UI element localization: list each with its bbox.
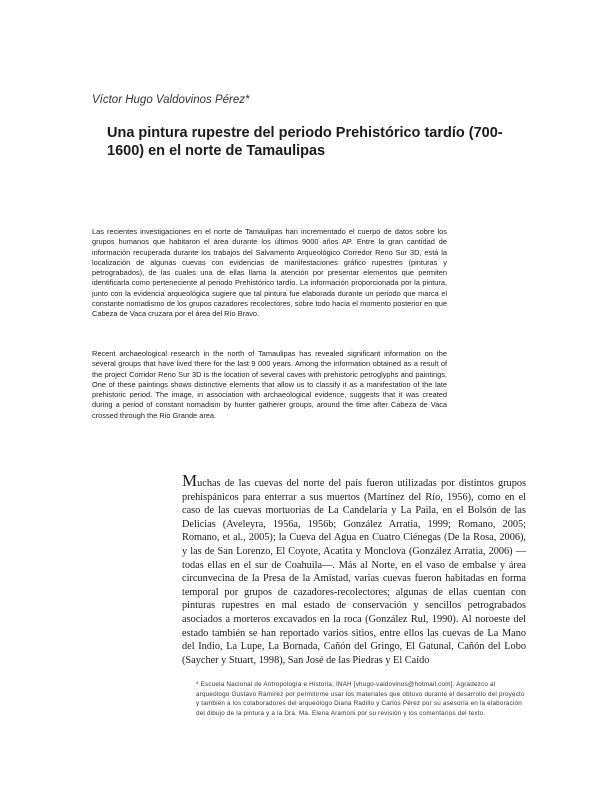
author-name: Víctor Hugo Valdovinos Pérez*	[92, 94, 250, 106]
article-title: Una pintura rupestre del periodo Prehistórico tardío (700-1600) en el norte de Tamaulipas	[107, 125, 503, 159]
body-text: uchas de las cuevas del norte del país fueron utilizadas por distintos grupos prehispánicos para enterrar a sus muertos (Martínez del Río, 1956), como en el caso de las cuevas mortuorias de La Candelaria y La Paila, en el Bolsón de las Delicias (Aveleyra, 1956a, 1956b; González Arratia, 1999; Romano, 2005; Romano, et al., 2005); la Cueva del Agua en Cuatro Ciénegas (De la Rosa, 2006), y las de San Lorenzo, El Coyote, Acatita y Monclova (González Arratia, 2006) —todas ellas en el sur de Coahuila—. Más al Norte, en el vaso de embalse y área circunvecina de la Presa de la Amistad, varias cuevas fueron habitadas en forma temporal por grupos de cazadores-recolectores; algunas de ellas cuentan con pinturas rupestres en mal estado de conservación y sencillos petrograbados asociados a morteros excavados en la roca (González Rul, 1990). Al noroeste del estado también se han reportado varios sitios, entre ellos las cuevas de La Mano del Indio, La Lupe, La Bornada, Cañón del Gringo, El Gatunal, Cañón del Lobo (Saycher y Stuart, 1998), San José de las Piedras y El Caído	[182, 478, 526, 666]
abstract-spanish: Las recientes investigaciones en el norte de Tamaulipas han incrementado el cuerpo de datos sobre los grupos humanos que habitaron el área durante los últimos 9000 años AP. Entre la gran cantidad de información recuperada durante los trabajos del Salvamento Arqueológico Corredor Reno Sur 3D, está la localización de algunas cuevas con evidencias de manifestaciones gráfico rupestres (pinturas y petrograbados), de las cuales una de ellas llama la atención por presentar elementos que permiten identificarla como perteneciente al periodo Prehistórico tardío. La información proporcionada por la pintura, junto con la evidencia arqueológica sugiere que tal pintura fue elaborada durante un periodo que marca el constante nomadismo de los grupos cazadores recolectores, sobre todo hacia el momento posterior en que Cabeza de Vaca cruzara por el área del Río Bravo.	[92, 227, 447, 319]
body-paragraph	[182, 471, 526, 667]
drop-cap: M	[182, 471, 198, 490]
footnote: * Escuela Nacional de Antropología e Historia, INAH [vhugo-valdovinos@hotmail.com]. Agradezco al arqueólogo Gustavo Ramírez por permitirme usar los materiales que obtuvo durante el desarrollo del proyecto y también a los colaboradores del arqueólogo Diana Radillo y Carlos Pérez por su asesoría en la elaboración del dibujo de la pintura y a la Dra. Ma. Elena Aramoni por su revisión y los comentarios del texto.	[196, 681, 525, 717]
abstract-english: Recent archaeological research in the north of Tamaulipas has revealed significant information on the several groups that have lived there for the last 9 000 years. Among the information obtained as a result of the project Corridor Reno Sur 3D is the location of several caves with prehistoric petroglyphs and paintings. One of these paintings shows distinctive elements that allow us to classify it as a manifestation of the late prehistoric period. The image, in association with archaeological evidence, suggests that it was created during a period of constant nomadism by hunter gatherer groups, around the time after Cabeza de Vaca crossed through the Rio Grande area.	[92, 349, 447, 420]
